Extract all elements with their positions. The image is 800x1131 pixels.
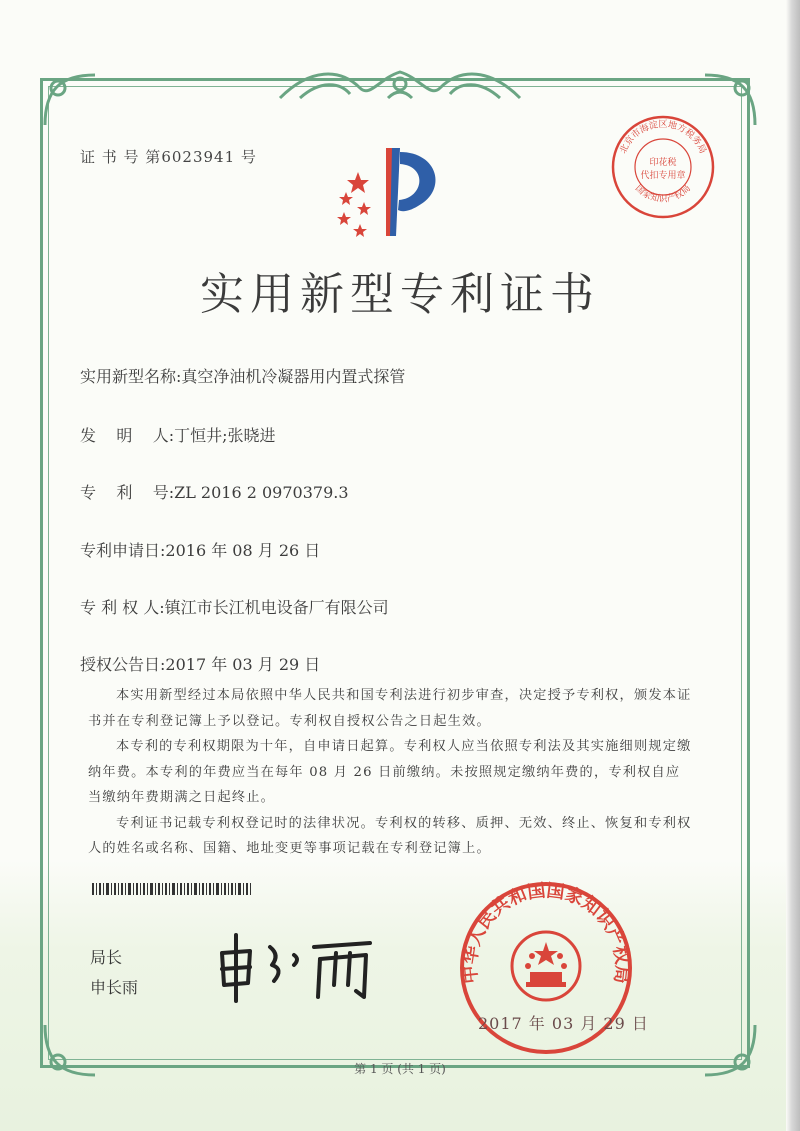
field-value: ZL 2016 2 0970379.3	[174, 483, 349, 502]
field-label: 专 利 号:	[80, 483, 175, 502]
director-title: 局长	[90, 948, 123, 967]
certificate-body	[88, 683, 692, 862]
tax-stamp	[608, 112, 718, 222]
tax-stamp-ring-text: 北京市海淀区地方税务局	[618, 120, 708, 156]
top-ornament	[270, 58, 530, 108]
certificate-number-label: 证 书 号 第	[80, 148, 162, 166]
tax-stamp-center-2: 代扣专用章	[640, 171, 686, 181]
field-label: 实用新型名称:	[80, 367, 182, 386]
tax-stamp-center-1: 印花税	[649, 158, 677, 168]
certificate-title: 实用新型专利证书	[200, 269, 600, 320]
field-value: 2016 年 08 月 26 日	[165, 541, 321, 560]
field-filing-date	[80, 538, 320, 561]
seal-date: 2017 年 03 月 29 日	[478, 1014, 649, 1033]
field-value: 丁恒井;张晓进	[174, 426, 276, 445]
seal-ring-text: 中华人民共和国国家知识产权局	[459, 880, 633, 985]
tax-stamp-bottom-text: 国家知识产权局	[632, 183, 694, 205]
field-value: 2017 年 03 月 29 日	[165, 655, 321, 674]
scan-shadow	[786, 0, 800, 1131]
certificate-number	[80, 146, 257, 167]
corner-ornament-top-left	[40, 70, 100, 130]
field-patentee	[80, 595, 389, 618]
field-patent-number	[80, 480, 349, 503]
barcode	[92, 883, 252, 895]
body-paragraph-1: 本实用新型经过本局依照中华人民共和国专利法进行初步审查，决定授予专利权，颁发本证书并在专利登记簿上予以登记。专利权自授权公告之日起生效。	[88, 688, 692, 729]
field-inventor	[80, 423, 276, 446]
field-label: 专 利 权 人:	[80, 598, 165, 617]
field-label: 发 明 人:	[80, 426, 175, 445]
body-paragraph-2: 本专利的专利权期限为十年，自申请日起算。专利权人应当依照专利法及其实施细则规定缴纳年费。本专利的年费应当在每年 08 月 26 日前缴纳。未按照规定缴纳年费的，专利权自应当缴纳年费期满之日起终止。	[88, 739, 692, 805]
field-grant-date	[80, 652, 320, 675]
field-utility-model-name	[80, 364, 405, 387]
national-emblem-icon	[512, 932, 580, 1000]
director-signature	[210, 925, 390, 1005]
director-name: 申长雨	[90, 978, 139, 997]
certificate-number-value: 6023941	[161, 148, 236, 166]
field-label: 专利申请日:	[80, 541, 166, 560]
field-value: 镇江市长江机电设备厂有限公司	[164, 598, 389, 617]
body-paragraph-3: 专利证书记载专利权登记时的法律状况。专利权的转移、质押、无效、终止、恢复和专利权人的姓名或名称、国籍、地址变更等事项记载在专利登记簿上。	[88, 815, 692, 856]
sipo-emblem-icon	[328, 140, 458, 250]
field-value: 真空净油机冷凝器用内置式探管	[181, 367, 406, 386]
field-label: 授权公告日:	[80, 655, 166, 674]
certificate-number-suffix: 号	[240, 148, 257, 166]
page-footer: 第 1 页 (共 1 页)	[354, 1062, 446, 1076]
